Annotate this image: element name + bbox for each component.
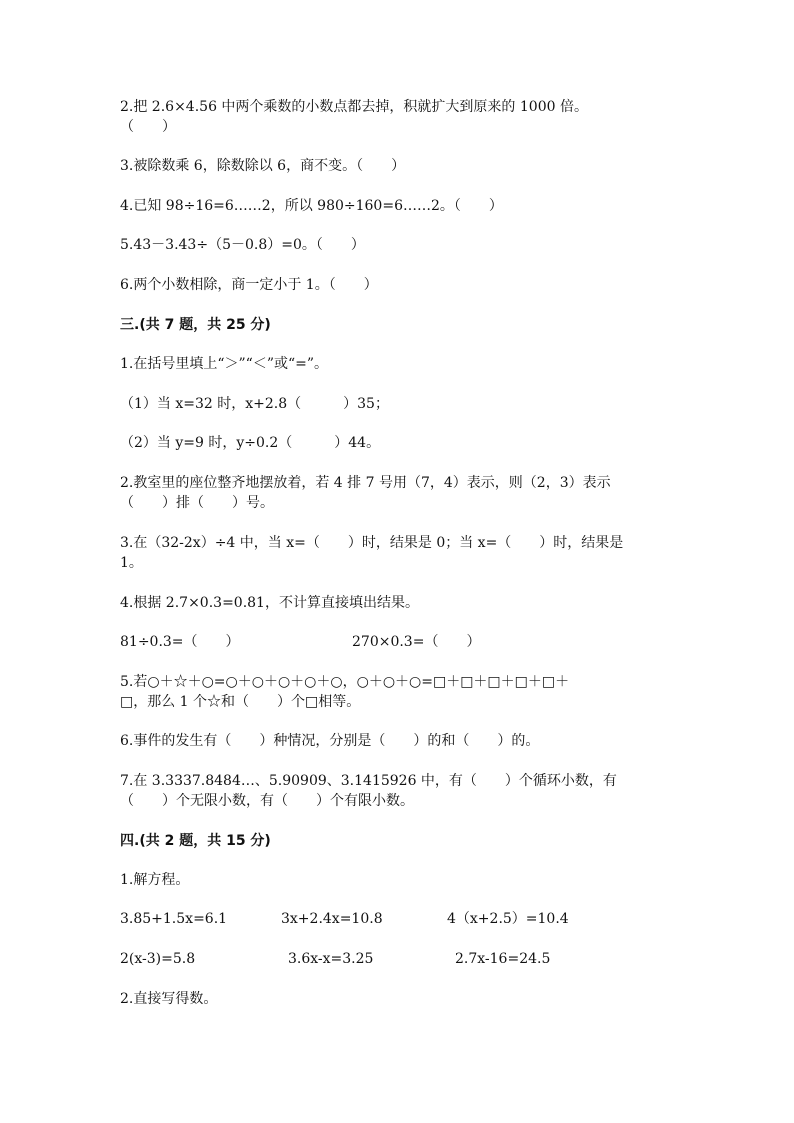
- equation: 2(x-3)=5.8: [120, 951, 196, 967]
- tf-question-4: 4.已知 98÷16=6……2，所以 980÷160=6……2。（ ）: [120, 198, 503, 214]
- s4-question-2: 2.直接写得数。: [120, 991, 218, 1007]
- s3-question-7-line2: （ ）个无限小数，有（ ）个有限小数。: [120, 793, 414, 809]
- s4-question-1: 1.解方程。: [120, 872, 190, 888]
- tf-question-2-answer: （ ）: [120, 119, 176, 135]
- equation: 4（x+2.5）=10.4: [447, 911, 569, 927]
- section-4-title: 四.(共 2 题，共 15 分): [120, 833, 271, 849]
- s3-question-5-line1: 5.若○＋☆＋○=○＋○＋○＋○＋○，○＋○＋○=□＋□＋□＋□＋□＋: [120, 674, 570, 690]
- equation: 2.7x-16=24.5: [455, 951, 551, 967]
- s3-question-3-line2: 1。: [120, 555, 143, 571]
- section-3-title: 三.(共 7 题，共 25 分): [120, 317, 271, 333]
- s3-question-2-line1: 2.教室里的座位整齐地摆放着，若 4 排 7 号用（7，4）表示，则（2，3）表示: [120, 475, 611, 491]
- s3-question-4: 4.根据 2.7×0.3=0.81，不计算直接填出结果。: [120, 595, 419, 611]
- equation: 3x+2.4x=10.8: [281, 911, 383, 927]
- s3-question-1: 1.在括号里填上“＞”“＜”或“=”。: [120, 356, 329, 372]
- s3-question-1b: （2）当 y=9 时，y÷0.2（ ）44。: [120, 435, 381, 451]
- s3-question-6: 6.事件的发生有（ ）种情况，分别是（ ）的和（ ）的。: [120, 733, 540, 749]
- tf-question-6: 6.两个小数相除，商一定小于 1。（ ）: [120, 277, 378, 293]
- s3-question-4a: 81÷0.3=（ ）: [120, 634, 240, 650]
- s3-question-5-line2: □，那么 1 个☆和（ ）个□相等。: [120, 694, 361, 710]
- s3-question-3-line1: 3.在（32-2x）÷4 中，当 x=（ ）时，结果是 0；当 x=（ ）时，结果是: [120, 535, 624, 551]
- s3-question-1a: （1）当 x=32 时，x+2.8（ ）35；: [120, 396, 389, 412]
- s3-question-4b: 270×0.3=（ ）: [352, 634, 481, 650]
- tf-question-3: 3.被除数乘 6，除数除以 6，商不变。（ ）: [120, 158, 406, 174]
- tf-question-2-line1: 2.把 2.6×4.56 中两个乘数的小数点都去掉，积就扩大到原来的 1000 倍。: [120, 99, 588, 115]
- equation: 3.85+1.5x=6.1: [120, 911, 228, 927]
- tf-question-5: 5.43－3.43÷（5－0.8）=0。（ ）: [120, 237, 365, 253]
- equation: 3.6x-x=3.25: [288, 951, 374, 967]
- s3-question-2-line2: （ ）排（ ）号。: [120, 495, 274, 511]
- s3-question-7-line1: 7.在 3.3337.8484…、5.90909、3.1415926 中，有（ ）个循环小数，有: [120, 773, 617, 789]
